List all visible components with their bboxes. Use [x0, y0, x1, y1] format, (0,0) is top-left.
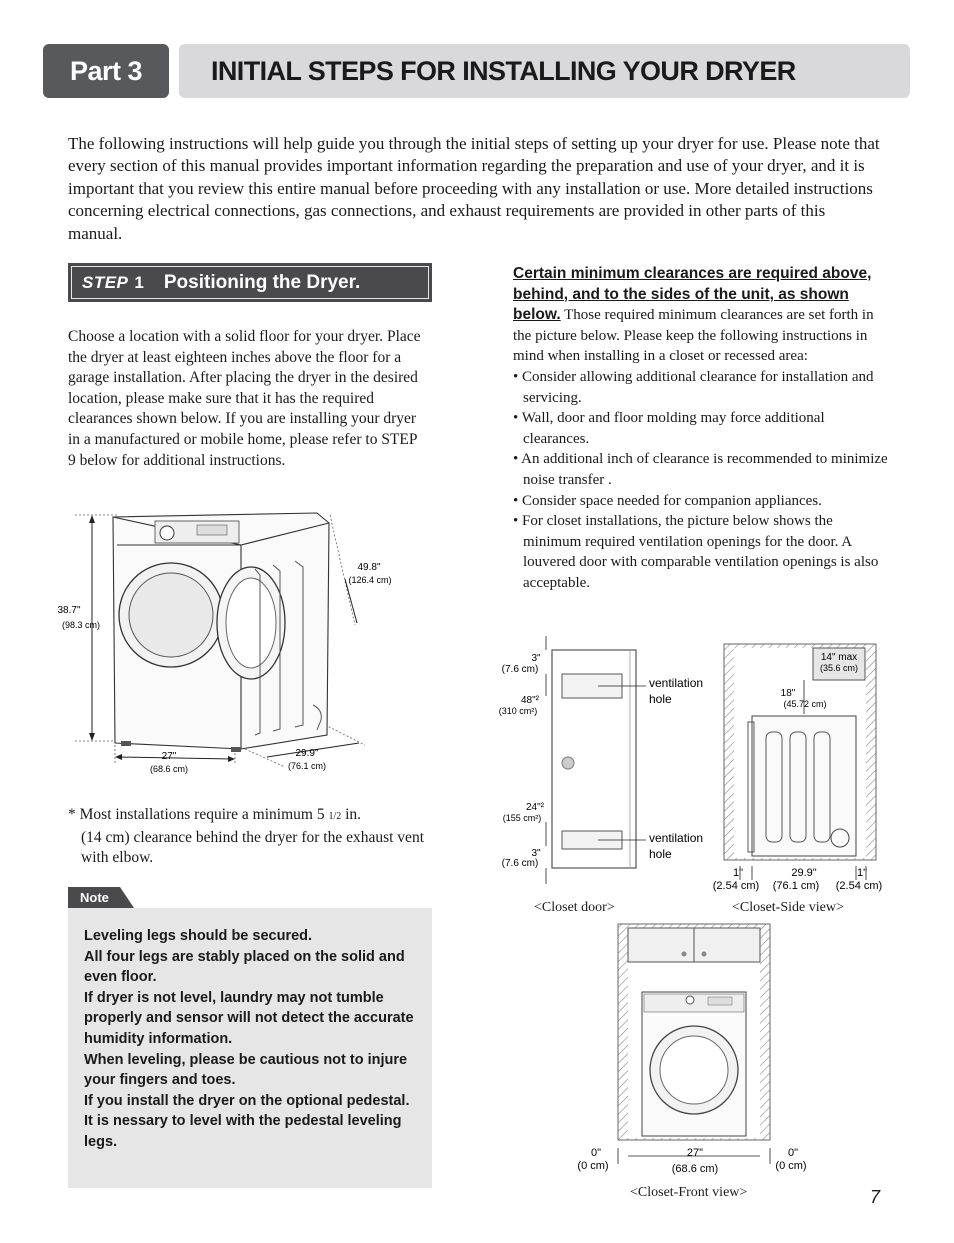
closet-door-top-gap-cm: (7.6 cm)	[501, 664, 539, 675]
exhaust-footnote	[68, 805, 438, 869]
closet-door-bottom-gap-cm: (7.6 cm)	[501, 858, 539, 869]
page-title: INITIAL STEPS FOR INSTALLING YOUR DRYER	[179, 44, 910, 98]
bullet-item: • Wall, door and floor molding may force additional clearances.	[513, 410, 825, 447]
width-cm-label: (68.6 cm)	[149, 764, 189, 774]
closet-front-left: 0"	[590, 1147, 602, 1159]
closet-door-bottom-area: 24"²	[525, 802, 545, 813]
bullet-item: • For closet installations, the picture below shows the minimum required ventilation openings for the door. A louvered door with comparable ventilation openings is also acceptable.	[513, 513, 879, 591]
closet-door-figure	[490, 636, 715, 886]
note-text	[84, 926, 419, 1153]
closet-door-top-area: 48"²	[520, 695, 540, 706]
step-number: 1	[134, 272, 144, 292]
closet-front-figure	[566, 920, 818, 1180]
closet-side-right: 1"	[856, 867, 868, 879]
note-line: If dryer is not level, laundry may not tumble properly and sensor will not detect the accurate humidity information.	[84, 989, 414, 1047]
diagonal-label: 49.8"	[357, 562, 381, 573]
vent-label-bottom: ventilation	[649, 831, 704, 845]
clearance-lead: Certain minimum clearances are required above, behind, and to the sides of the unit, as shown below.	[513, 265, 872, 324]
footnote-fraction: 1/2	[328, 811, 342, 822]
closet-front-left-cm: (0 cm)	[577, 1160, 609, 1172]
clearance-text	[513, 264, 893, 594]
step-word: STEP	[82, 272, 129, 292]
footnote-text-continued: (14 cm) clearance behind the dryer for the exhaust vent with elbow.	[81, 828, 424, 867]
closet-side-figure	[700, 640, 900, 898]
bullet-item: • Consider space needed for companion appliances.	[513, 492, 822, 509]
closet-side-right-cm: (2.54 cm)	[835, 880, 883, 892]
positioning-paragraph: Choose a location with a solid floor for your dryer. Place the dryer at least eighteen inches above the floor for a garage installation. After placing the dryer in the desired location, please make sure that it has the required clearances shown below. If you are installing your dryer in a manufactured or mobile home, please refer to STEP 9 below for additional instructions.	[68, 328, 421, 469]
closet-side-caption: <Closet-Side view>	[732, 900, 844, 915]
height-label: 38.7"	[57, 605, 81, 616]
note-line: If you install the dryer on the optional pedestal. It is nessary to level with the pedestal leveling legs.	[84, 1092, 410, 1150]
footnote-text: * Most installations require a minimum 5	[68, 806, 329, 823]
closet-side-max-top-cm: (35.6 cm)	[819, 663, 859, 673]
page-number: 7	[870, 1187, 881, 1207]
closet-front-caption: <Closet-Front view>	[630, 1185, 748, 1200]
clearance-bullets	[513, 367, 893, 594]
note-tag-label: Note	[80, 890, 109, 905]
closet-side-top-cm: (45.72 cm)	[783, 699, 827, 709]
vent-label-top-2: hole	[649, 692, 672, 706]
closet-front-width-cm: (68.6 cm)	[671, 1163, 719, 1175]
step-title: Positioning the Dryer.	[163, 271, 361, 293]
intro-paragraph: The following instructions will help guide you through the initial steps of setting up your dryer for use. Please note that every section of this manual provides important information regarding the preparation and use of your dryer, and it is important that you review this entire manual before proceeding with any installation or use. More detailed instructions concerning electrical connections, gas connections, and exhaust requirements are provided in other parts of this manual.	[68, 134, 880, 243]
clearance-lead-rest: Those required minimum clearances are set forth in the picture below. Please keep the following instructions in mind when installing in a closet or recessed area:	[513, 307, 874, 365]
note-line: All four legs are stably placed on the solid and even floor.	[84, 948, 405, 986]
bullet-item: • Consider allowing additional clearance for installation and servicing.	[513, 368, 874, 406]
footnote-unit: in.	[341, 806, 362, 823]
diagonal-cm-label: (126.4 cm)	[348, 575, 392, 585]
note-line: Leveling legs should be secured.	[84, 928, 313, 944]
step-heading	[68, 263, 432, 302]
closet-side-depth: 29.9"	[791, 867, 817, 879]
bullet-item: • An additional inch of clearance is recommended to minimize noise transfer .	[513, 451, 888, 488]
closet-side-top: 18"	[780, 688, 796, 699]
vent-label-bottom-2: hole	[649, 847, 672, 861]
depth-label: 29.9"	[295, 748, 319, 759]
closet-front-right-cm: (0 cm)	[775, 1160, 807, 1172]
closet-door-top-gap: 3"	[531, 653, 541, 664]
width-label: 27"	[161, 751, 177, 762]
note-line: When leveling, please be cautious not to injure your fingers and toes.	[84, 1051, 408, 1089]
closet-door-bottom-gap: 3"	[531, 848, 541, 859]
closet-door-top-area-cm: (310 cm²)	[498, 706, 538, 716]
part-label: Part 3	[43, 44, 169, 98]
dryer-dimensions-figure	[55, 505, 440, 790]
closet-side-left-cm: (2.54 cm)	[712, 880, 760, 892]
height-cm-label: (98.3 cm)	[61, 620, 101, 630]
closet-front-right: 0"	[787, 1147, 799, 1159]
note-tag	[68, 887, 134, 908]
closet-door-caption: <Closet door>	[534, 900, 615, 915]
closet-front-width: 27"	[686, 1147, 704, 1159]
closet-side-max-top: 14" max	[820, 652, 858, 663]
vent-label-top: ventilation	[649, 676, 704, 690]
closet-side-left: 1"	[732, 867, 744, 879]
closet-side-depth-cm: (76.1 cm)	[772, 880, 820, 892]
closet-door-bottom-area-cm: (155 cm²)	[502, 813, 542, 823]
depth-cm-label: (76.1 cm)	[287, 761, 327, 771]
